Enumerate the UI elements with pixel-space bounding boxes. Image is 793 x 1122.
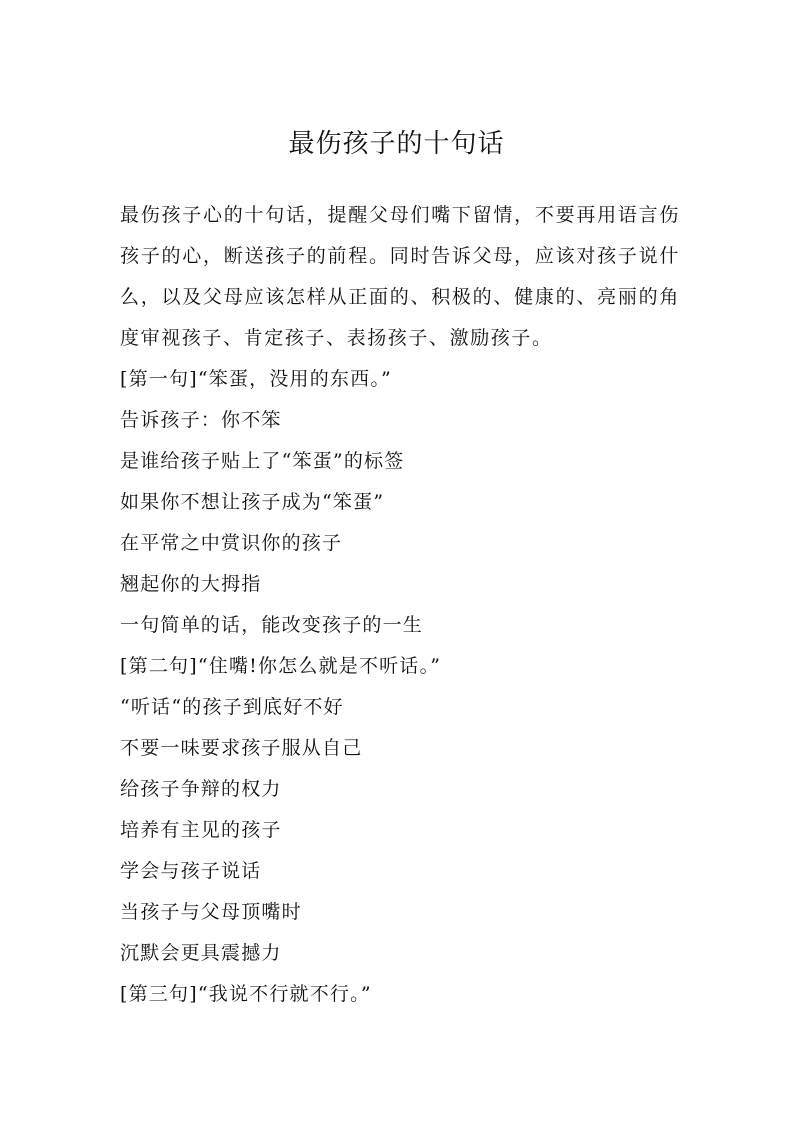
text-line: 一句简单的话，能改变孩子的一生: [120, 614, 424, 636]
text-line: 学会与孩子说话: [120, 860, 262, 882]
content-lines: [120, 359, 680, 1015]
text-line: 是谁给孩子贴上了“笨蛋”的标签: [120, 450, 405, 472]
section-heading: [第三句]“我说不行就不行。”: [120, 983, 372, 1005]
document-title: 最伤孩子的十句话: [288, 129, 505, 159]
text-line: 翘起你的大拇指: [120, 573, 262, 595]
section-heading: [第一句]“笨蛋，没用的东西。”: [120, 368, 392, 390]
text-line: 培养有主见的孩子: [120, 819, 282, 841]
text-line: 当孩子与父母顶嘴时: [120, 901, 302, 923]
text-line: 沉默会更具震撼力: [120, 942, 282, 964]
text-line: 给孩子争辩的权力: [120, 778, 282, 800]
text-line: 不要一味要求孩子服从自己: [120, 737, 363, 759]
text-line: 如果你不想让孩子成为“笨蛋”: [120, 491, 385, 513]
text-line: “听话“的孩子到底好不好: [120, 696, 344, 718]
text-line: 告诉孩子：你不笨: [120, 409, 282, 431]
text-line: 在平常之中赏识你的孩子: [120, 532, 343, 554]
section-heading: [第二句]“住嘴!你怎么就是不听话。”: [120, 655, 442, 677]
intro-paragraph: 最伤孩子心的十句话，提醒父母们嘴下留情，不要再用语言伤孩子的心，断送孩子的前程。同时告诉父母，应该对孩子说什么，以及父母应该怎样从正面的、积极的、健康的、亮丽的角度审视孩子、肯定孩子、表扬孩子、激励孩子。: [120, 204, 680, 349]
